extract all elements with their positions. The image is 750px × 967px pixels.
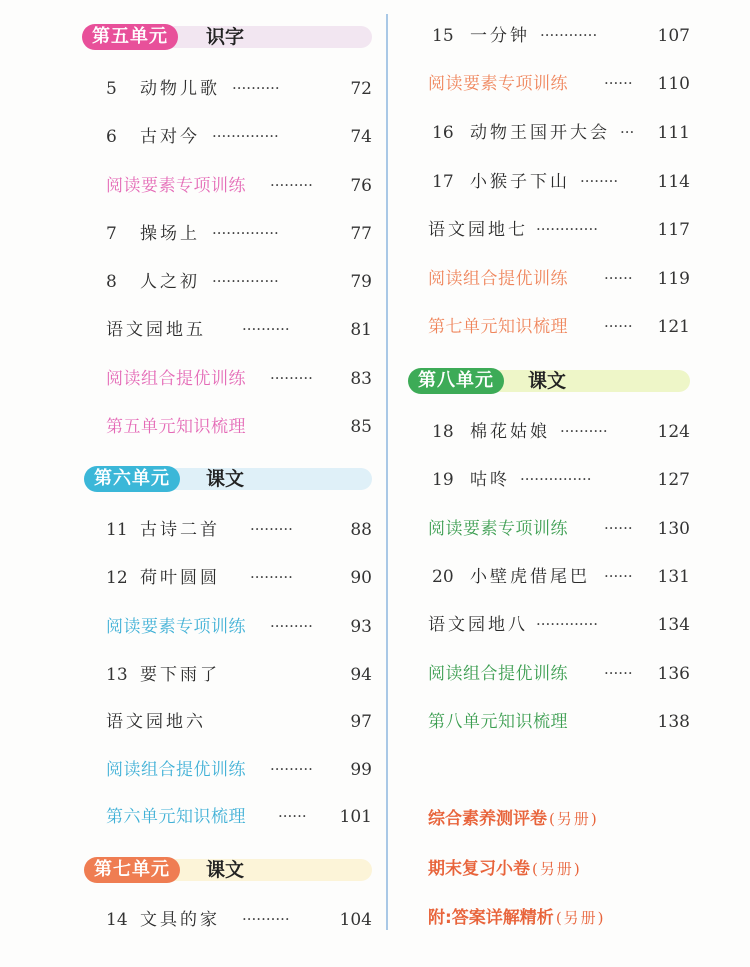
entry-title: 咕咚: [470, 470, 510, 490]
entry-number: 18: [432, 422, 454, 442]
unit-6-label: 课文: [206, 468, 245, 490]
entry-page: 121: [657, 317, 690, 337]
entry-page: 136: [657, 664, 690, 684]
leader-dots: ······: [604, 519, 633, 537]
entry-number: 13: [106, 665, 128, 685]
leader-dots: ·········: [270, 760, 313, 778]
entry-title: 阅读要素专项训练: [428, 519, 568, 539]
entry-page: 85: [350, 417, 372, 437]
entry-number: 15: [432, 26, 454, 46]
toc-entry[interactable]: [408, 418, 690, 446]
unit-6-header[interactable]: [82, 466, 372, 492]
toc-entry[interactable]: [82, 708, 372, 736]
toc-entry[interactable]: [82, 172, 372, 200]
toc-entry[interactable]: [82, 413, 372, 441]
extra-title: 综合素养测评卷: [428, 809, 547, 829]
entry-page: 104: [339, 910, 372, 930]
entry-title: 阅读要素专项训练: [106, 617, 246, 637]
entry-title: 阅读要素专项训练: [428, 74, 568, 94]
leader-dots: ·········: [270, 176, 313, 194]
entry-title: 阅读组合提优训练: [428, 269, 568, 289]
entry-title: 人之初: [140, 272, 200, 292]
leader-dots: ·········: [270, 369, 313, 387]
unit-7-header[interactable]: [82, 857, 372, 883]
leader-dots: ······: [604, 664, 633, 682]
toc-entry[interactable]: [408, 660, 690, 688]
entry-title: 阅读组合提优训练: [106, 760, 246, 780]
entry-page: 130: [657, 519, 690, 539]
entry-title: 语文园地八: [428, 615, 528, 635]
extra-title: 期末复习小卷: [428, 859, 530, 879]
entry-title: 第五单元知识梳理: [106, 417, 246, 437]
leader-dots: ··············: [212, 127, 279, 145]
leader-dots: ······: [604, 269, 633, 287]
toc-entry[interactable]: [408, 708, 690, 736]
entry-page: 117: [657, 220, 690, 240]
entry-page: 88: [350, 520, 372, 540]
entry-page: 138: [657, 712, 690, 732]
entry-page: 119: [657, 269, 690, 289]
leader-dots: ······: [604, 567, 633, 585]
toc-entry[interactable]: [82, 906, 372, 934]
leader-dots: ······: [278, 807, 307, 825]
entry-page: 72: [350, 79, 372, 99]
entry-title: 语文园地五: [106, 320, 206, 340]
entry-number: 5: [106, 79, 117, 99]
entry-page: 124: [657, 422, 690, 442]
entry-page: 114: [657, 172, 690, 192]
toc-entry[interactable]: [82, 564, 372, 592]
entry-title: 语文园地七: [428, 220, 528, 240]
leader-dots: ·············: [536, 220, 598, 238]
unit-5-header[interactable]: [82, 24, 372, 50]
entry-number: 8: [106, 272, 117, 292]
entry-title: 阅读组合提优训练: [428, 664, 568, 684]
entry-number: 17: [432, 172, 454, 192]
entry-page: 77: [350, 224, 372, 244]
extra-title: 附:答案详解精析: [428, 908, 554, 928]
toc-entry[interactable]: [408, 563, 690, 591]
leader-dots: ······: [604, 317, 633, 335]
toc-entry[interactable]: [82, 75, 372, 103]
unit-7-name: 第七单元: [84, 857, 180, 883]
entry-page: 93: [350, 617, 372, 637]
extra-item[interactable]: [428, 805, 710, 833]
leader-dots: ······: [604, 74, 633, 92]
toc-entry[interactable]: [408, 265, 690, 293]
toc-entry[interactable]: [408, 22, 690, 50]
entry-number: 14: [106, 910, 128, 930]
leader-dots: ··········: [232, 79, 280, 97]
entry-title: 一分钟: [470, 26, 530, 46]
toc-entry[interactable]: [408, 216, 690, 244]
entry-page: 99: [350, 760, 372, 780]
entry-page: 127: [657, 470, 690, 490]
toc-entry[interactable]: [408, 70, 690, 98]
entry-number: 16: [432, 123, 454, 143]
leader-dots: ··········: [242, 910, 290, 928]
toc-entry[interactable]: [82, 613, 372, 641]
toc-entry[interactable]: [82, 803, 372, 831]
entry-page: 97: [350, 712, 372, 732]
entry-page: 79: [350, 272, 372, 292]
entry-page: 134: [657, 615, 690, 635]
leader-dots: ·········: [250, 520, 293, 538]
leader-dots: ············: [540, 26, 598, 44]
entry-title: 荷叶圆圆: [140, 568, 220, 588]
leader-dots: ·········: [270, 617, 313, 635]
entry-title: 小壁虎借尾巴: [470, 567, 590, 587]
toc-entry[interactable]: [82, 516, 372, 544]
toc-entry[interactable]: [408, 119, 690, 147]
extra-item[interactable]: [428, 904, 710, 932]
leader-dots: ··············: [212, 224, 279, 242]
entry-title: 阅读要素专项训练: [106, 176, 246, 196]
entry-page: 94: [350, 665, 372, 685]
unit-8-header[interactable]: [408, 368, 690, 394]
entry-number: 7: [106, 224, 117, 244]
entry-title: 棉花姑娘: [470, 422, 550, 442]
column-divider: [386, 14, 388, 930]
entry-page: 76: [350, 176, 372, 196]
entry-page: 101: [339, 807, 372, 827]
leader-dots: ········: [580, 172, 619, 190]
unit-7-label: 课文: [206, 859, 245, 881]
entry-title: 阅读组合提优训练: [106, 369, 246, 389]
unit-5-label: 识字: [206, 26, 245, 48]
leader-dots: ···············: [520, 470, 592, 488]
leader-dots: ·············: [536, 615, 598, 633]
extra-note: (另册): [555, 909, 606, 927]
entry-title: 操场上: [140, 224, 200, 244]
entry-title: 文具的家: [140, 910, 220, 930]
unit-5-name: 第五单元: [82, 24, 178, 50]
extra-item[interactable]: [428, 855, 710, 883]
entry-title: 古诗二首: [140, 520, 220, 540]
unit-8-name: 第八单元: [408, 368, 504, 394]
entry-title: 第六单元知识梳理: [106, 807, 246, 827]
entry-page: 90: [350, 568, 372, 588]
entry-number: 12: [106, 568, 128, 588]
toc-entry[interactable]: [82, 756, 372, 784]
entry-number: 11: [106, 520, 128, 540]
entry-title: 第七单元知识梳理: [428, 317, 568, 337]
entry-title: 要下雨了: [140, 665, 220, 685]
toc-entry[interactable]: [408, 313, 690, 341]
toc-entry[interactable]: [408, 168, 690, 196]
entry-title: 第八单元知识梳理: [428, 712, 568, 732]
toc-entry[interactable]: [408, 515, 690, 543]
entry-page: 83: [350, 369, 372, 389]
leader-dots: ··········: [560, 422, 608, 440]
toc-entry[interactable]: [82, 123, 372, 151]
entry-title: 动物儿歌: [140, 79, 220, 99]
leader-dots: ··········: [242, 320, 290, 338]
toc-entry[interactable]: [82, 220, 372, 248]
toc-entry[interactable]: [408, 611, 690, 639]
leader-dots: ···: [620, 123, 635, 141]
entry-title: 小猴子下山: [470, 172, 570, 192]
extra-note: (另册): [549, 810, 599, 828]
entry-number: 6: [106, 127, 117, 147]
extra-note: (另册): [532, 860, 582, 878]
entry-number: 20: [432, 567, 454, 587]
entry-title: 语文园地六: [106, 712, 206, 732]
leader-dots: ·········: [250, 568, 293, 586]
entry-page: 74: [350, 127, 372, 147]
entry-number: 19: [432, 470, 454, 490]
toc-entry[interactable]: [82, 365, 372, 393]
entry-page: 110: [657, 74, 690, 94]
entry-page: 111: [657, 123, 690, 143]
entry-page: 131: [657, 567, 690, 587]
entry-title: 古对今: [140, 127, 200, 147]
toc-entry[interactable]: [82, 661, 372, 689]
unit-8-label: 课文: [528, 370, 567, 392]
leader-dots: ··············: [212, 272, 279, 290]
toc-entry[interactable]: [82, 268, 372, 296]
toc-entry[interactable]: [82, 316, 372, 344]
toc-entry[interactable]: [408, 466, 690, 494]
entry-title: 动物王国开大会: [470, 123, 610, 143]
unit-6-name: 第六单元: [84, 466, 180, 492]
entry-page: 81: [350, 320, 372, 340]
entry-page: 107: [657, 26, 690, 46]
